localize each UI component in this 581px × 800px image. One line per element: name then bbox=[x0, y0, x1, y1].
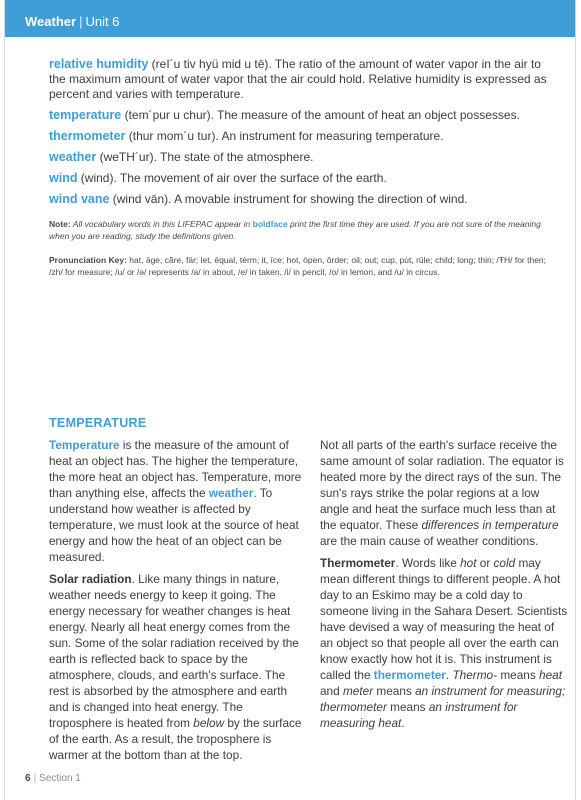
vocabulary-definition: (reI´u tiv hyü mid u tē). The ratio of the amount of water vapor in the air to the maximum amount of water vapor that the air could hold. Relative humidity is expressed as percent and varies with temperature. bbox=[49, 57, 547, 101]
vocabulary-entry bbox=[49, 57, 557, 102]
section-title: TEMPERATURE bbox=[49, 416, 147, 430]
paragraph-text: may mean different things to different people. A hot day to an Eskimo may be a cold day to someone living in the Sahara Desert. Scientists have devised a way of measuring the heat of an object so that people all over the earth can know exactly how hot it is. This instrument is called the bbox=[320, 556, 568, 682]
footer-separator: | bbox=[33, 773, 37, 784]
running-header bbox=[25, 14, 119, 29]
note-label: Note: bbox=[49, 219, 71, 229]
paragraph-text: . Like many things in nature, weather needs energy to keep it going. The energy necessary for weather changes is heat energy. Nearly all heat energy comes from the sun. Some of the solar radiation received by the earth is reflected back to space by the atmosphere, clouds, and earth's surface. The rest is absorbed by the atmosphere and earth and is changed into heat energy. The troposphere is heated from bbox=[49, 572, 299, 730]
left-column bbox=[49, 437, 305, 769]
paragraph-text: . bbox=[401, 716, 405, 730]
footer-section: Section 1 bbox=[39, 773, 81, 784]
textbook-page bbox=[4, 0, 576, 800]
emphasis: heat bbox=[539, 668, 562, 682]
emphasis: below bbox=[193, 716, 225, 730]
paragraph-text: . Words like bbox=[395, 556, 461, 570]
paragraph-text: . bbox=[445, 668, 453, 682]
header-band bbox=[5, 0, 575, 37]
emphasis: differences in temperature bbox=[421, 518, 559, 532]
right-column bbox=[320, 437, 570, 737]
emphasis: hot bbox=[460, 556, 477, 570]
paragraph-text: by the surface of the earth. As a result, the troposphere is warmer at the bottom than at the top. bbox=[49, 716, 302, 762]
note-text: All vocabulary words in this LIFEPAC appear in bbox=[70, 219, 253, 229]
vocabulary-definition: (weTH´ur). The state of the atmosphere. bbox=[96, 150, 314, 164]
keyword: Temperature bbox=[49, 438, 120, 452]
paragraph-text: is the measure of the amount of heat an object has. The higher the temperature, the more heat an object has. Temperature, more than anything else, affects the bbox=[49, 438, 302, 500]
vocabulary-definition: (tem´pur u chur). The measure of the amount of heat an object possesses. bbox=[121, 108, 520, 122]
vocabulary-definition: (wind vān). A movable instrument for showing the direction of wind. bbox=[109, 192, 468, 206]
pronunciation-text: hat, āge, cãre, fär; let, ēqual, tėrm; it, īce; hot, ōpen, ôrder; oil; out; cup, pu̇t, rüle; child; long; thin; /ŦH/ for then; /zh/ for measure; /u/ or /ə/ represents /a/ in about, /e/ in taken, /i/ in pencil, /o/ in lemon, and /u/ in circus. bbox=[49, 255, 547, 277]
paragraph-text: . To understand how weather is affected by temperature, we must look at the source of heat energy and how the heat of an object can be measured. bbox=[49, 486, 299, 564]
vocabulary-term: wind vane bbox=[49, 192, 110, 206]
paragraph-text: or bbox=[476, 556, 494, 570]
paragraph-lead: Thermometer bbox=[320, 556, 396, 570]
vocabulary-entry bbox=[49, 129, 557, 144]
paragraph bbox=[320, 437, 570, 549]
emphasis: an instrument for measuring; thermometer bbox=[320, 684, 566, 714]
paragraph-text: and bbox=[320, 684, 343, 698]
vocabulary-term: thermometer bbox=[49, 129, 126, 143]
vocabulary-term: wind bbox=[49, 171, 78, 185]
vocabulary-entry bbox=[49, 171, 557, 186]
vocabulary-note bbox=[49, 218, 557, 242]
paragraph bbox=[49, 437, 305, 565]
vocabulary-list bbox=[49, 57, 557, 213]
pronunciation-label: Pronunciation Key: bbox=[49, 255, 127, 265]
vocabulary-definition: (thur mom´u tur). An instrument for measuring temperature. bbox=[125, 129, 444, 143]
paragraph-text: means bbox=[373, 684, 416, 698]
keyword: thermometer bbox=[373, 668, 446, 682]
emphasis: an instrument for measuring heat bbox=[320, 700, 518, 730]
page-footer bbox=[25, 773, 81, 784]
vocabulary-definition: (wind). The movement of air over the surface of the earth. bbox=[77, 171, 387, 185]
emphasis: cold bbox=[493, 556, 516, 570]
paragraph bbox=[320, 555, 570, 731]
paragraph-text: means bbox=[386, 700, 429, 714]
vocabulary-term: temperature bbox=[49, 108, 122, 122]
vocabulary-term: weather bbox=[49, 150, 97, 164]
paragraph-text: are the main cause of weather conditions. bbox=[320, 534, 539, 548]
paragraph-text: Not all parts of the earth's surface receive the same amount of solar radiation. The equator is heated more by the direct rays of the sun. The sun's rays strike the polar regions at a low angle and heat the surface much less than at the equator. These bbox=[320, 438, 564, 532]
page-number: 6 bbox=[25, 773, 31, 784]
note-boldface-word: boldface bbox=[252, 219, 288, 229]
note-text: print the first time they are used. If you are not sure of the meaning when you are reading, study the definitions given. bbox=[49, 219, 541, 241]
paragraph-text: means bbox=[497, 668, 540, 682]
emphasis: Thermo- bbox=[452, 668, 498, 682]
header-subject: Weather bbox=[25, 14, 77, 29]
header-separator: | bbox=[79, 14, 83, 29]
paragraph bbox=[49, 571, 305, 763]
paragraph-lead: Solar radiation bbox=[49, 572, 132, 586]
emphasis: meter bbox=[342, 684, 374, 698]
pronunciation-key bbox=[49, 254, 559, 278]
vocabulary-entry bbox=[49, 150, 557, 165]
vocabulary-entry bbox=[49, 192, 557, 207]
vocabulary-term: relative humidity bbox=[49, 57, 149, 71]
header-unit: Unit 6 bbox=[85, 14, 120, 29]
vocabulary-entry bbox=[49, 108, 557, 123]
keyword: weather bbox=[208, 486, 254, 500]
